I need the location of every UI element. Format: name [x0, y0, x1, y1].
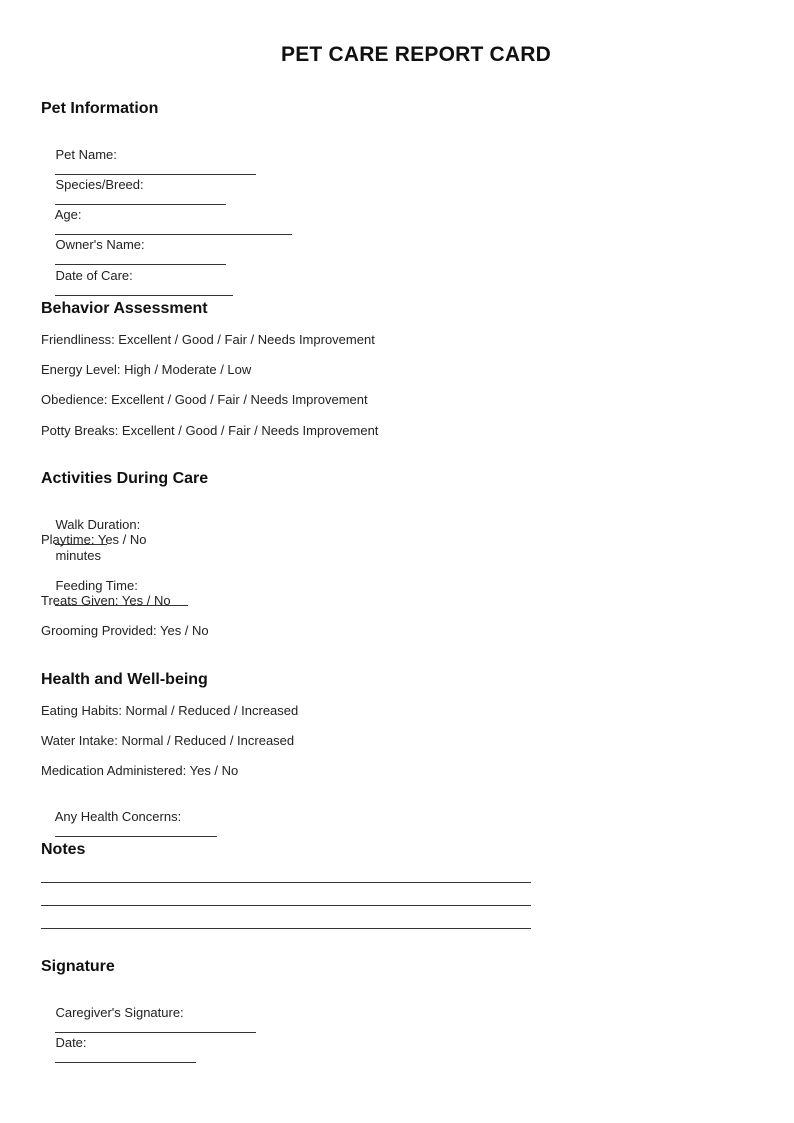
water-line: Water Intake: Normal / Reduced / Increased	[41, 733, 295, 748]
friendliness-line: Friendliness: Excellent / Good / Fair / Needs Improvement	[41, 332, 375, 347]
walk-duration-label: Walk Duration:	[55, 517, 141, 532]
potty-line: Potty Breaks: Excellent / Good / Fair / Needs Improvement	[41, 423, 379, 438]
obedience-line: Obedience: Excellent / Good / Fair / Needs Improvement	[41, 392, 368, 407]
activities-heading: Activities During Care	[41, 470, 209, 487]
treats-line: Treats Given: Yes / No	[41, 593, 171, 608]
caregiver-signature-label: Caregiver's Signature:	[55, 1005, 184, 1020]
pet-info-heading: Pet Information	[41, 100, 159, 117]
medication-line: Medication Administered: Yes / No	[41, 763, 239, 778]
signature-heading: Signature	[41, 958, 115, 975]
species-breed-label: Species/Breed:	[55, 177, 144, 192]
playtime-line: Playtime: Yes / No	[41, 532, 147, 547]
notes-line[interactable]	[41, 882, 531, 883]
pet-name-label: Pet Name:	[55, 147, 117, 162]
health-heading: Health and Well-being	[41, 671, 208, 688]
behavior-heading: Behavior Assessment	[41, 300, 208, 317]
page-title: PET CARE REPORT CARD	[280, 43, 552, 66]
health-concerns-label: Any Health Concerns:	[54, 809, 182, 824]
signature-date-field[interactable]	[41, 1020, 196, 1081]
signature-date-label: Date:	[55, 1035, 87, 1050]
feeding-time-label: Feeding Time:	[55, 578, 138, 593]
energy-line: Energy Level: High / Moderate / Low	[41, 362, 252, 377]
date-of-care-blank[interactable]	[55, 283, 233, 296]
notes-line[interactable]	[41, 905, 531, 906]
notes-heading: Notes	[41, 841, 86, 858]
grooming-line: Grooming Provided: Yes / No	[41, 623, 209, 638]
date-of-care-label: Date of Care:	[55, 268, 133, 283]
eating-line: Eating Habits: Normal / Reduced / Increased	[41, 703, 299, 718]
notes-line[interactable]	[41, 928, 531, 929]
signature-date-blank[interactable]	[55, 1050, 196, 1063]
health-concerns-blank[interactable]	[55, 824, 217, 837]
walk-duration-unit: minutes	[55, 548, 101, 563]
age-label: Age:	[54, 207, 82, 222]
owner-name-label: Owner's Name:	[55, 237, 145, 252]
